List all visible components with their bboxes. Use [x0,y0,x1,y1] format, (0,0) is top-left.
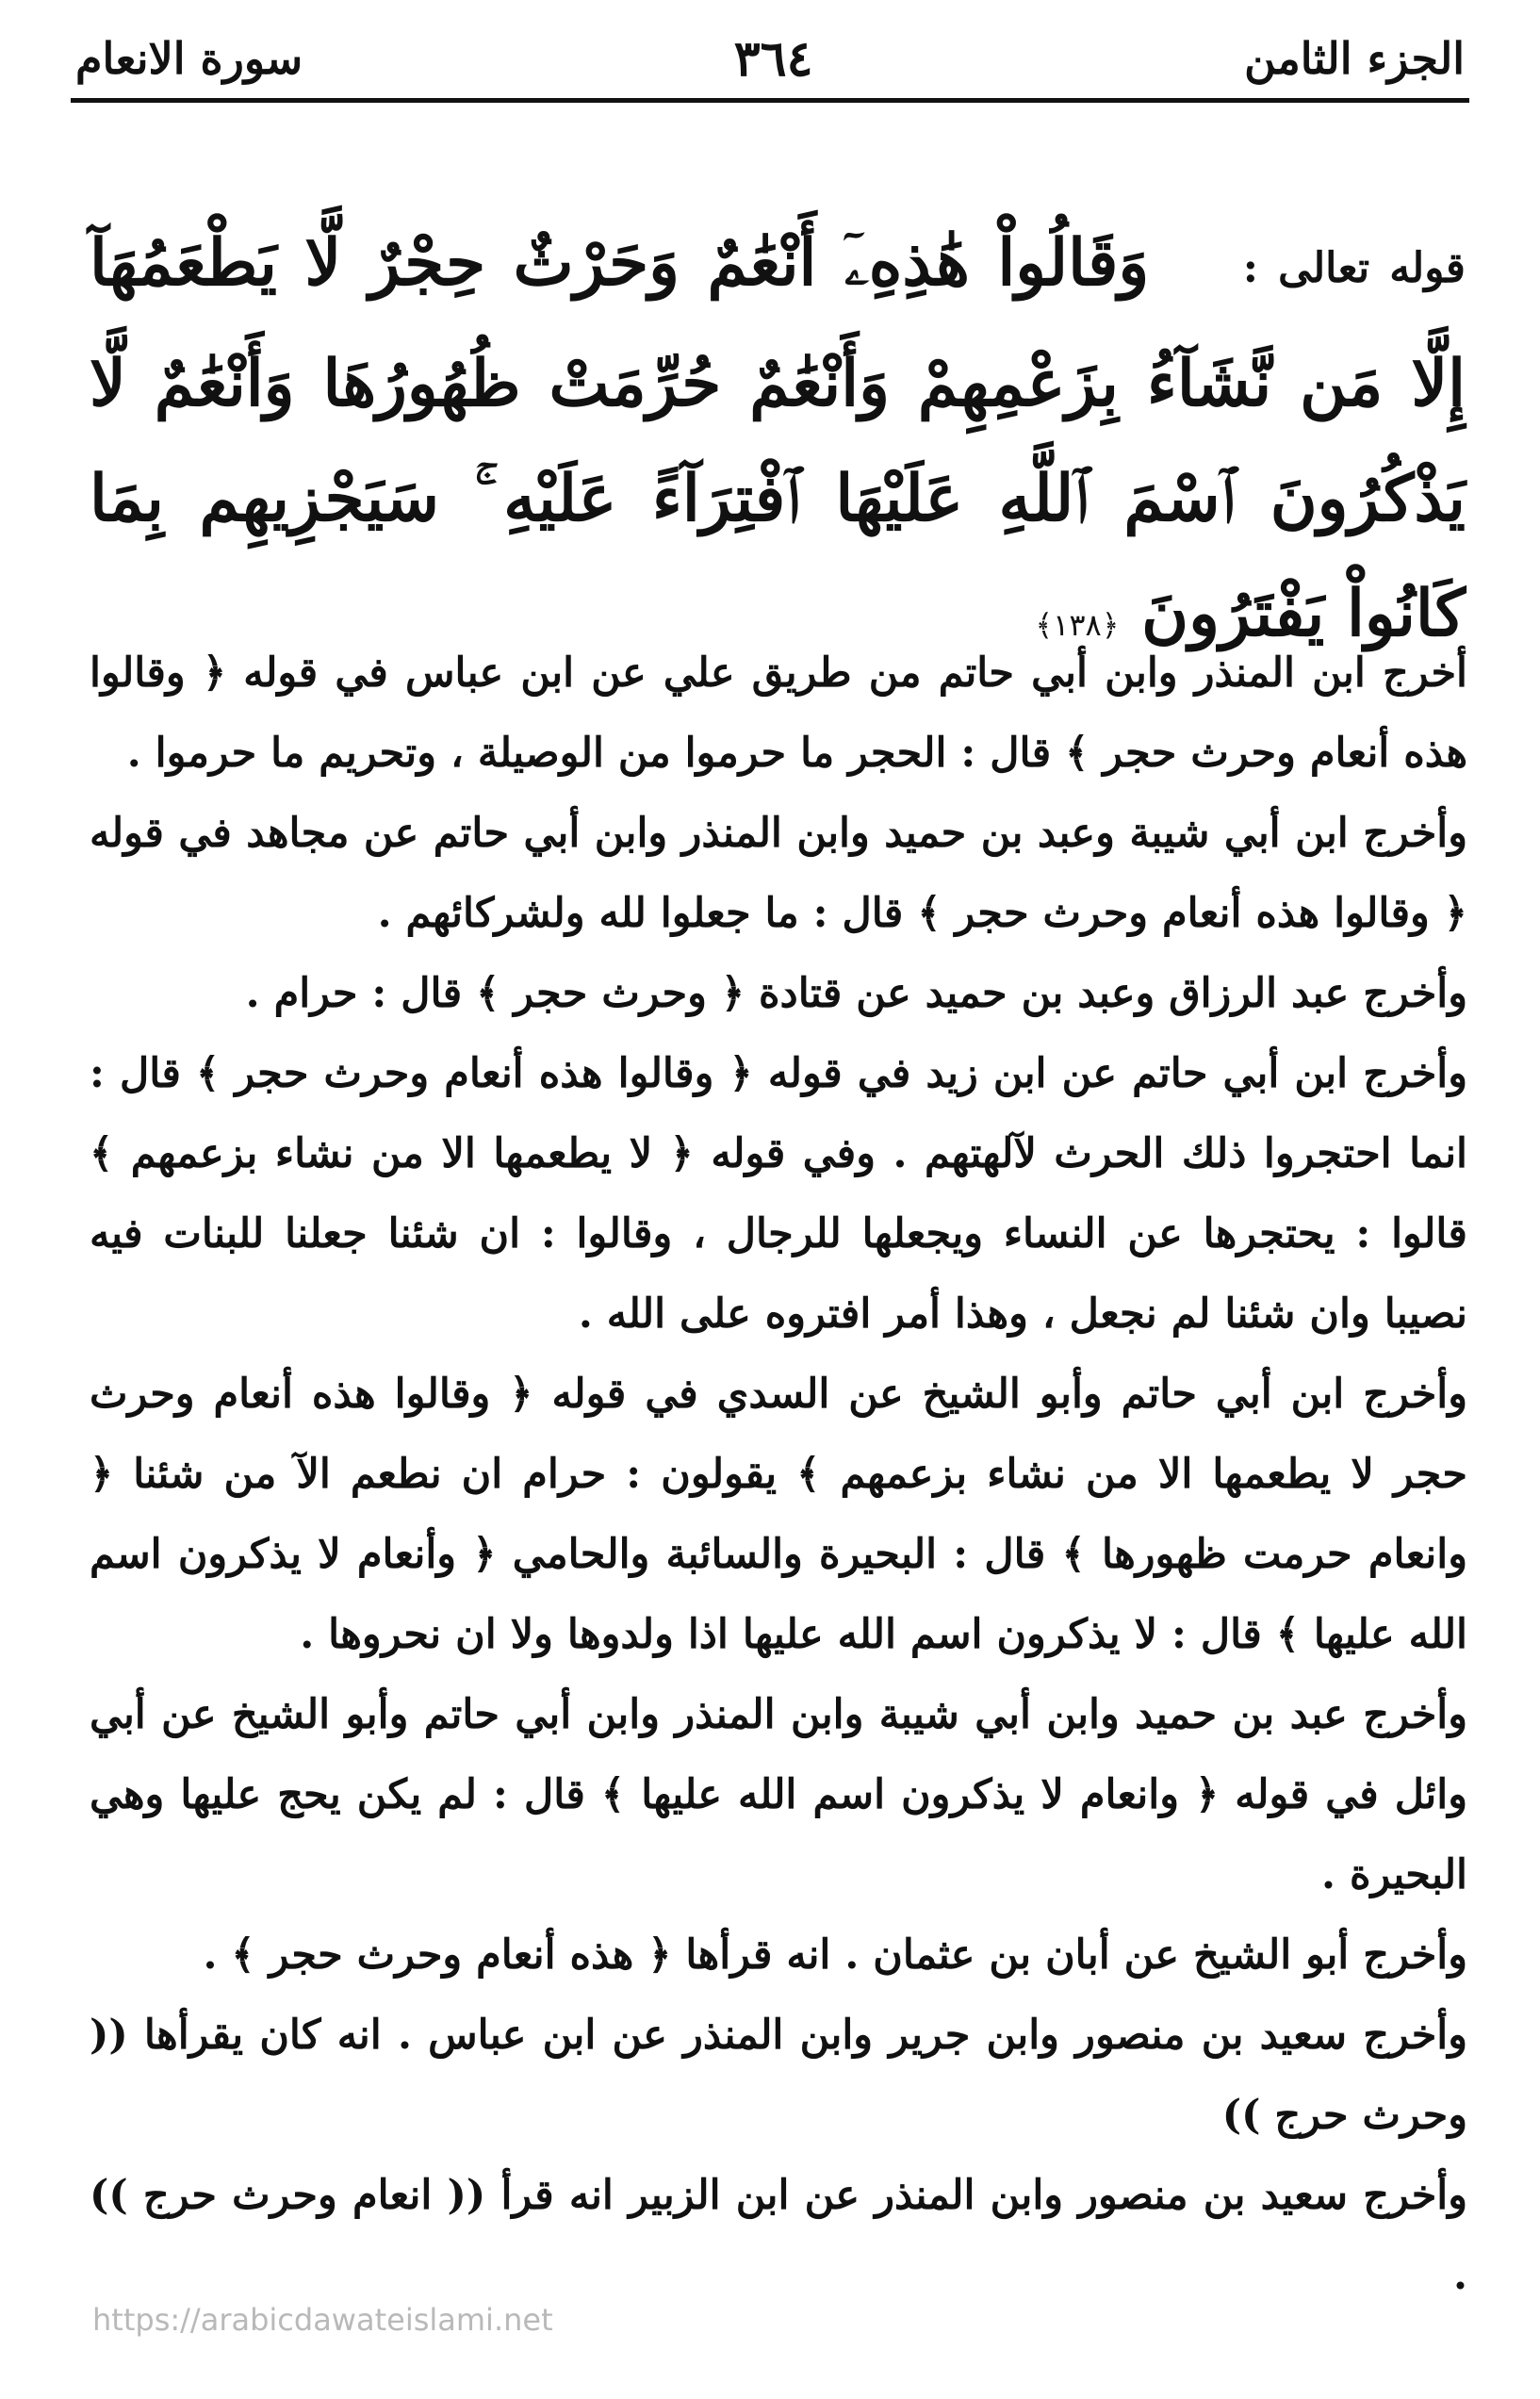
ayah-number-marker: ﴿١٣٨﴾ [1035,606,1120,643]
commentary-paragraph: وأخرج ابن أبي شيبة وعبد بن حميد وابن المنذر وابن أبي حاتم عن مجاهد في قوله ﴿ وقالوا هذه أنعام وحرث حجر ﴾ قال : ما جعلوا لله ولشركائهم . [90,810,1467,937]
header-rule [71,98,1469,103]
commentary-paragraph: وأخرج سعيد بن منصور وابن المنذر عن ابن الزبير انه قرأ (( انعام وحرث حرج )) . [90,2172,1467,2299]
watermark-url: https://arabicdawateislami.net [92,2302,553,2338]
page-number: ٣٦٤ [733,29,813,88]
surah-label: سورة الانعام [75,33,303,84]
commentary-paragraph: وأخرج أبو الشيخ عن أبان بن عثمان . انه قرأها ﴿ هذه أنعام وحرث حجر ﴾ . [203,1931,1467,1979]
verse-text: وَقَالُواْ هَٰذِهِۦٓ أَنْعَٰمٌ وَحَرْثٌ حِجْرٌ لَّا يَطْعَمُهَآ إِلَّا مَن نَّشَآءُ بِزَعْمِهِمْ وَأَنْعَٰمٌ حُرِّمَتْ ظُهُورُهَا وَأَنْعَٰمٌ لَّا يَذْكُرُونَ ٱسْمَ ٱللَّهِ عَلَيْهَا ٱفْتِرَآءً عَلَيْهِ ۚ سَيَجْزِيهِم بِمَا كَانُواْ يَفْتَرُونَ [90,225,1466,651]
commentary-paragraph: وأخرج سعيد بن منصور وابن جرير وابن المنذر عن ابن عباس . انه كان يقرأها (( وحرث حرج )) [90,2012,1467,2139]
commentary-paragraph: وأخرج ابن أبي حاتم وأبو الشيخ عن السدي في قوله ﴿ وقالوا هذه أنعام وحرث حجر لا يطعمها الا من نشاء بزعمهم ﴾ يقولون : حرام ان نطعم الآ من شئنا ﴿ وانعام حرمت ظهورها ﴾ قال : البحيرة والسائبة والحامي ﴿ وأنعام لا يذكرون اسم الله عليها ﴾ قال : لا يذكرون اسم الله عليها اذا ولدوها ولا ان نحروها . [90,1371,1467,1658]
commentary-paragraph: أخرج ابن المنذر وابن أبي حاتم من طريق علي عن ابن عباس في قوله ﴿ وقالوا هذه أنعام وحرث حجر ﴾ قال : الحجر ما حرموا من الوصيلة ، وتحريم ما حرموا . [90,649,1467,777]
page-header [75,21,1465,96]
part-label: الجزء الثامن [1244,33,1465,84]
quran-verse [90,205,1466,682]
verse-intro: قوله تعالى : [1242,243,1466,292]
commentary-paragraph: وأخرج عبد الرزاق وعبد بن حميد عن قتادة ﴿ وحرث حجر ﴾ قال : حرام . [245,970,1467,1017]
commentary-body [90,633,1467,2316]
commentary-paragraph: وأخرج عبد بن حميد وابن أبي شيبة وابن المنذر وابن أبي حاتم وأبو الشيخ عن أبي وائل في قوله ﴿ وانعام لا يذكرون اسم الله عليها ﴾ قال : لم يكن يحج عليها وهي البحيرة . [90,1691,1467,1898]
commentary-paragraph: وأخرج ابن أبي حاتم عن ابن زيد في قوله ﴿ وقالوا هذه أنعام وحرث حجر ﴾ قال : انما احتجروا ذلك الحرث لآلهتهم . وفي قوله ﴿ لا يطعمها الا من نشاء بزعمهم ﴾ قالوا : يحتجرها عن النساء ويجعلها للرجال ، وقالوا : ان شئنا جعلنا للبنات فيه نصيبا وان شئنا لم نجعل ، وهذا أمر افتروه على الله . [90,1050,1467,1338]
